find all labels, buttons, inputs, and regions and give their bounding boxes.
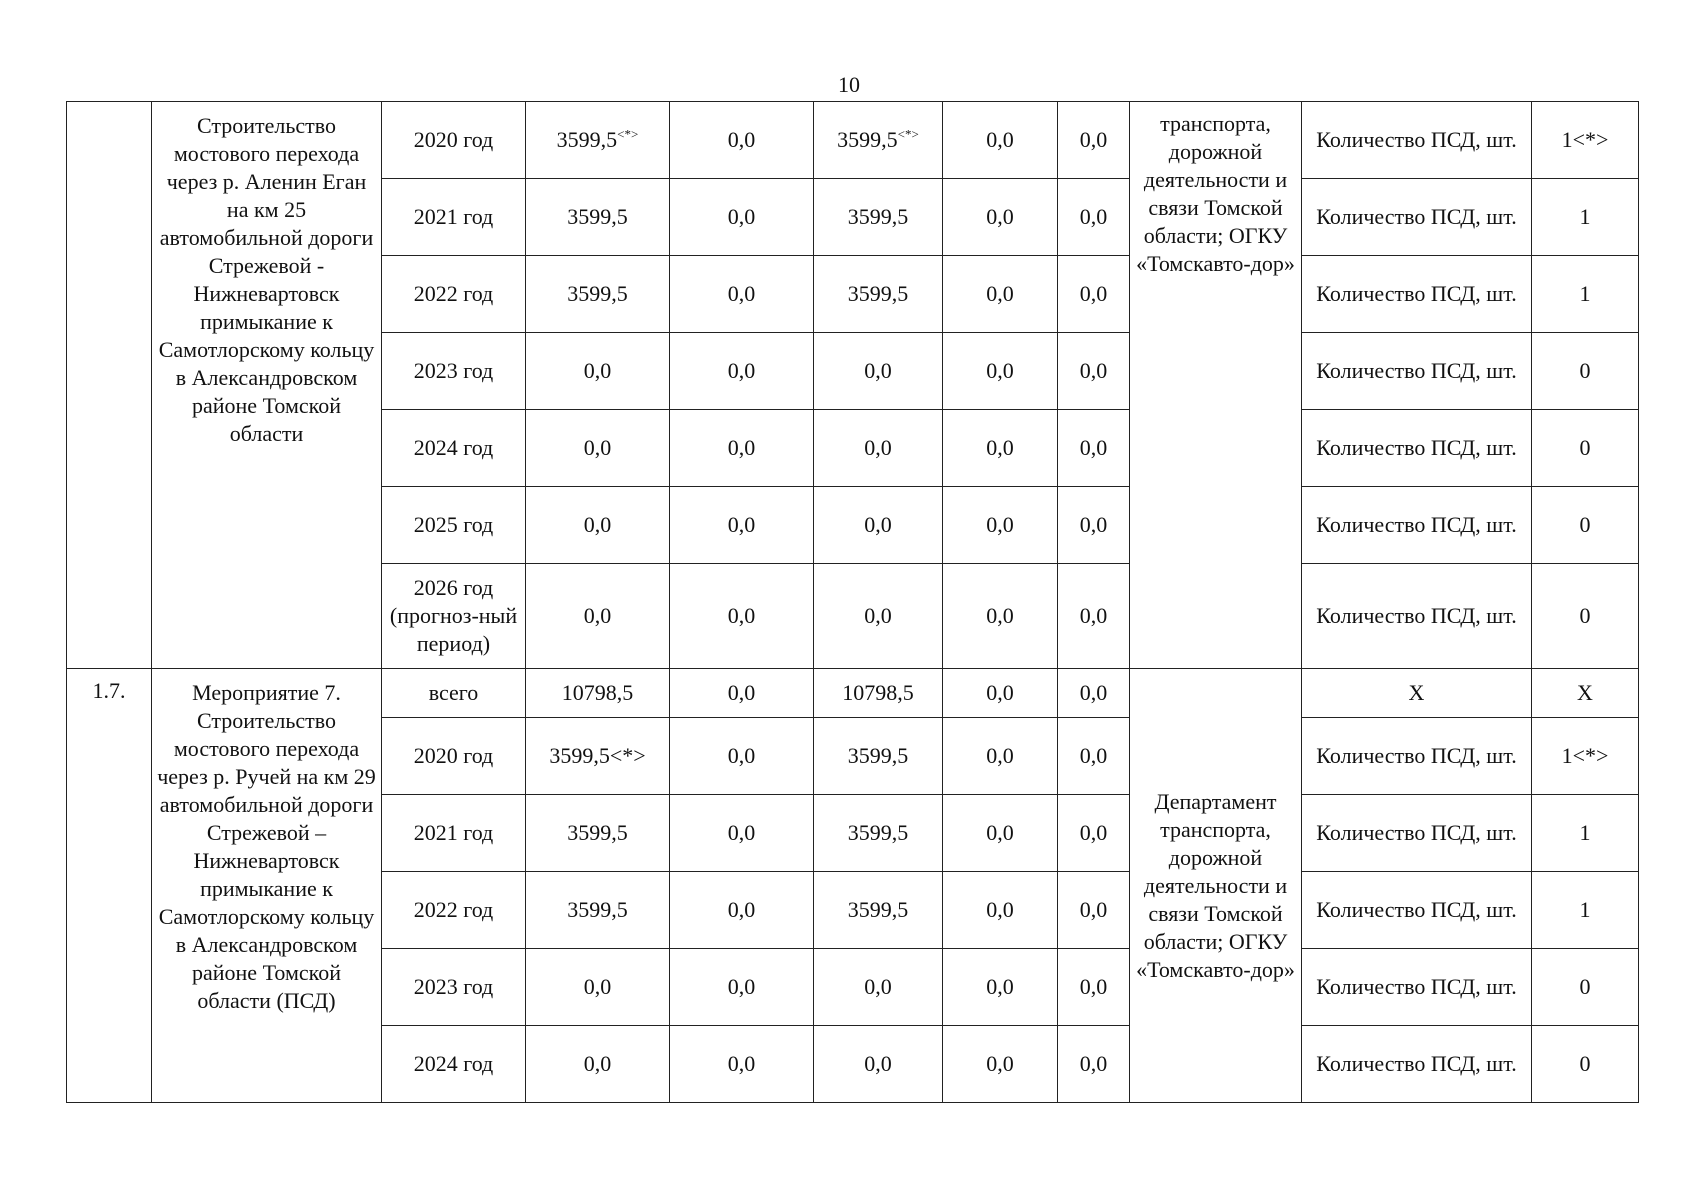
- indicator-name: Количество ПСД, шт.: [1302, 487, 1532, 564]
- indicator-name: Количество ПСД, шт.: [1302, 795, 1532, 872]
- event-name: Строительство мостового перехода через р. Аленин Еган на км 25 автомобильной дороги Стрежевой - Нижневартовск примыкание к Самотлорскому кольцу в Александровском районе Томской области: [152, 102, 382, 669]
- indicator-name: Количество ПСД, шт.: [1302, 179, 1532, 256]
- period: 2021 год: [382, 179, 526, 256]
- total-value: 3599,5: [526, 256, 670, 333]
- regional-value: 3599,5: [814, 718, 943, 795]
- local-budget: 0,0: [943, 410, 1058, 487]
- indicator-name: Количество ПСД, шт.: [1302, 410, 1532, 487]
- period: всего: [382, 669, 526, 718]
- indicator-name: Количество ПСД, шт.: [1302, 872, 1532, 949]
- period: 2025 год: [382, 487, 526, 564]
- table-row: [67, 102, 1639, 179]
- total-cell: [526, 102, 670, 179]
- footnote-mark: <*>: [617, 126, 639, 142]
- regional-cell: [814, 102, 943, 179]
- regional-value: 0,0: [814, 410, 943, 487]
- executor: Департамент транспорта, дорожной деятельности и связи Томской области; ОГКУ «Томскавто-дор»: [1130, 669, 1302, 1103]
- indicator-value: 0: [1532, 487, 1639, 564]
- row-number: [67, 102, 152, 669]
- table-row: [67, 669, 1639, 718]
- indicator-name: Количество ПСД, шт.: [1302, 1026, 1532, 1103]
- total-value: 0,0: [526, 487, 670, 564]
- local-budget: 0,0: [943, 256, 1058, 333]
- local-budget: 0,0: [943, 872, 1058, 949]
- period: 2023 год: [382, 949, 526, 1026]
- event-name: Мероприятие 7. Строительство мостового перехода через р. Ручей на км 29 автомобильной дороги Стрежевой – Нижневартовск примыкание к Самотлорскому кольцу в Александровском районе Томской области (ПСД): [152, 669, 382, 1103]
- federal-budget: 0,0: [670, 410, 814, 487]
- regional-value: 0,0: [814, 949, 943, 1026]
- total-value: 3599,5: [526, 795, 670, 872]
- other-sources: 0,0: [1058, 1026, 1130, 1103]
- regional-value: 3599,5: [814, 179, 943, 256]
- federal-budget: 0,0: [670, 564, 814, 669]
- total-value: 3599,5<*>: [526, 718, 670, 795]
- regional-value: 0,0: [814, 1026, 943, 1103]
- indicator-value: 0: [1532, 1026, 1639, 1103]
- federal-budget: 0,0: [670, 333, 814, 410]
- federal-budget: 0,0: [670, 256, 814, 333]
- indicator-name: Х: [1302, 669, 1532, 718]
- period: 2026 год (прогноз-ный период): [382, 564, 526, 669]
- local-budget: 0,0: [943, 333, 1058, 410]
- indicator-value: 1<*>: [1532, 102, 1639, 179]
- other-sources: 0,0: [1058, 333, 1130, 410]
- other-sources: 0,0: [1058, 872, 1130, 949]
- other-sources: 0,0: [1058, 102, 1130, 179]
- federal-budget: 0,0: [670, 669, 814, 718]
- regional-value: 3599,5: [837, 127, 898, 152]
- period: 2023 год: [382, 333, 526, 410]
- local-budget: 0,0: [943, 487, 1058, 564]
- local-budget: 0,0: [943, 718, 1058, 795]
- federal-budget: 0,0: [670, 1026, 814, 1103]
- federal-budget: 0,0: [670, 795, 814, 872]
- local-budget: 0,0: [943, 949, 1058, 1026]
- other-sources: 0,0: [1058, 564, 1130, 669]
- regional-value: 0,0: [814, 333, 943, 410]
- federal-budget: 0,0: [670, 102, 814, 179]
- regional-value: 3599,5: [814, 795, 943, 872]
- indicator-value: 0: [1532, 410, 1639, 487]
- regional-value: 0,0: [814, 564, 943, 669]
- indicator-value: 0: [1532, 949, 1639, 1026]
- indicator-value: 1: [1532, 179, 1639, 256]
- other-sources: 0,0: [1058, 669, 1130, 718]
- local-budget: 0,0: [943, 179, 1058, 256]
- executor: транспорта, дорожной деятельности и связи Томской области; ОГКУ «Томскавто-дор»: [1130, 102, 1302, 669]
- indicator-value: Х: [1532, 669, 1639, 718]
- regional-value: 0,0: [814, 487, 943, 564]
- period: 2022 год: [382, 256, 526, 333]
- period: 2024 год: [382, 1026, 526, 1103]
- other-sources: 0,0: [1058, 179, 1130, 256]
- indicator-name: Количество ПСД, шт.: [1302, 333, 1532, 410]
- federal-budget: 0,0: [670, 487, 814, 564]
- regional-value: 10798,5: [814, 669, 943, 718]
- indicator-value: 0: [1532, 564, 1639, 669]
- indicator-value: 1: [1532, 256, 1639, 333]
- indicator-value: 1: [1532, 872, 1639, 949]
- federal-budget: 0,0: [670, 179, 814, 256]
- indicator-value: 0: [1532, 333, 1639, 410]
- local-budget: 0,0: [943, 795, 1058, 872]
- row-number: 1.7.: [67, 669, 152, 1103]
- period: 2021 год: [382, 795, 526, 872]
- other-sources: 0,0: [1058, 949, 1130, 1026]
- total-value: 0,0: [526, 949, 670, 1026]
- total-value: 3599,5: [526, 872, 670, 949]
- period: 2020 год: [382, 102, 526, 179]
- local-budget: 0,0: [943, 669, 1058, 718]
- federal-budget: 0,0: [670, 718, 814, 795]
- indicator-name: Количество ПСД, шт.: [1302, 102, 1532, 179]
- federal-budget: 0,0: [670, 949, 814, 1026]
- local-budget: 0,0: [943, 564, 1058, 669]
- total-value: 0,0: [526, 1026, 670, 1103]
- indicator-value: 1: [1532, 795, 1639, 872]
- page-number: 10: [838, 72, 860, 97]
- other-sources: 0,0: [1058, 410, 1130, 487]
- total-value: 3599,5: [556, 127, 618, 152]
- indicator-name: Количество ПСД, шт.: [1302, 949, 1532, 1026]
- local-budget: 0,0: [943, 102, 1058, 179]
- period: 2020 год: [382, 718, 526, 795]
- program-table: [66, 101, 1639, 1103]
- footnote-mark: <*>: [897, 126, 919, 142]
- indicator-value: 1<*>: [1532, 718, 1639, 795]
- local-budget: 0,0: [943, 1026, 1058, 1103]
- period: 2022 год: [382, 872, 526, 949]
- indicator-name: Количество ПСД, шт.: [1302, 564, 1532, 669]
- indicator-name: Количество ПСД, шт.: [1302, 256, 1532, 333]
- total-value: 3599,5: [526, 179, 670, 256]
- regional-value: 3599,5: [814, 872, 943, 949]
- other-sources: 0,0: [1058, 487, 1130, 564]
- total-value: 0,0: [526, 333, 670, 410]
- other-sources: 0,0: [1058, 718, 1130, 795]
- regional-value: 3599,5: [814, 256, 943, 333]
- other-sources: 0,0: [1058, 795, 1130, 872]
- total-value: 0,0: [526, 564, 670, 669]
- period: 2024 год: [382, 410, 526, 487]
- total-value: 0,0: [526, 410, 670, 487]
- indicator-name: Количество ПСД, шт.: [1302, 718, 1532, 795]
- other-sources: 0,0: [1058, 256, 1130, 333]
- federal-budget: 0,0: [670, 872, 814, 949]
- total-value: 10798,5: [526, 669, 670, 718]
